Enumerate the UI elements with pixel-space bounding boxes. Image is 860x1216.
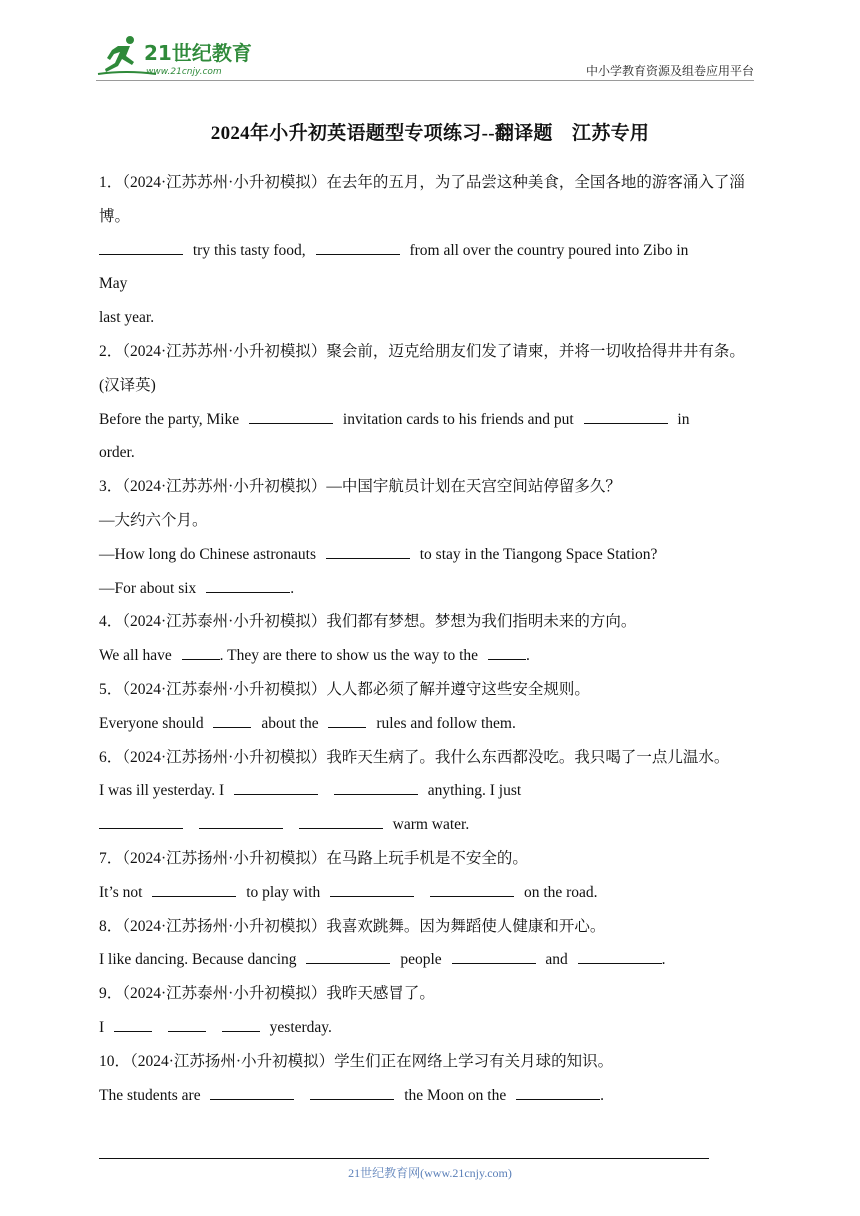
answer-blank[interactable] [430,880,514,897]
answer-text: people [400,951,442,969]
answer-blank[interactable] [488,643,526,660]
answer-text: from all over the country poured into Zibo in [409,241,689,259]
answer-text: . [290,579,295,597]
question-3-prompt: 3．（2024·江苏苏州·小升初模拟）—中国宇航员计划在天宫空间站停留多久？ [99,478,621,496]
answer-blank[interactable] [578,947,662,964]
answer-blank[interactable] [152,880,236,897]
question-9-answer-line [99,1011,763,1045]
answer-text: It’s not [99,883,143,901]
question-8-answer-line [99,943,763,977]
answer-text: The students are [99,1086,201,1104]
question-6-prompt: 6．（2024·江苏扬州·小升初模拟）我昨天生病了。我什么东西都没吃。我只喝了一点儿温水。 [99,748,730,766]
footer-link[interactable]: 21世纪教育网(www.21cnjy.com) [348,1166,512,1180]
question-4-answer-line [99,639,763,673]
question-6-answer-line [99,774,763,808]
header-divider [96,80,754,81]
question-7-prompt: 7．（2024·江苏扬州·小升初模拟）在马路上玩手机是不安全的。 [99,849,528,867]
answer-text: warm water. [392,816,470,834]
question-1-answer-line: May [99,275,128,293]
answer-text: I was ill yesterday. I [99,782,225,800]
answer-text: We all have [99,647,172,665]
answer-blank[interactable] [584,407,668,424]
answer-blank[interactable] [452,947,536,964]
answer-text: rules and follow them. [376,714,516,732]
answer-blank[interactable] [310,1083,394,1100]
question-2-answer-line: order. [99,444,135,462]
answer-blank[interactable] [234,778,318,795]
answer-blank[interactable] [516,1083,600,1100]
question-9-prompt: 9．（2024·江苏泰州·小升初模拟）我昨天感冒了。 [99,985,435,1003]
platform-slogan: 中小学教育资源及组卷应用平台 [585,64,754,78]
question-7-answer-line [99,876,763,910]
question-list [99,166,763,1112]
answer-blank[interactable] [114,1015,152,1032]
answer-blank[interactable] [213,711,251,728]
answer-text: about the [261,714,319,732]
answer-blank[interactable] [206,576,290,593]
answer-text: —How long do Chinese astronauts [99,545,316,563]
answer-blank[interactable] [316,238,400,255]
question-1-answer-line: last year. [99,309,155,327]
question-5-answer-line [99,707,763,741]
logo-text: 21世纪教育 [144,41,252,65]
question-10-prompt: 10．（2024·江苏扬州·小升初模拟）学生们正在网络上学习有关月球的知识。 [99,1052,614,1070]
answer-blank[interactable] [334,778,418,795]
answer-blank[interactable] [306,947,390,964]
question-1-prompt: 1．（2024·江苏苏州·小升初模拟）在去年的五月，为了品尝这种美食，全国各地的游客涌入了淄博。 [99,174,745,225]
answer-blank[interactable] [182,643,220,660]
answer-text: invitation cards to his friends and put [342,410,574,428]
question-8-prompt: 8．（2024·江苏扬州·小升初模拟）我喜欢跳舞。因为舞蹈使人健康和开心。 [99,917,606,935]
page-title: 2024年小升初英语题型专项练习--翻译题 江苏专用 [210,123,650,144]
answer-text: Before the party, Mike [99,410,240,428]
answer-text: anything. I just [427,782,522,800]
question-4-prompt: 4．（2024·江苏泰州·小升初模拟）我们都有梦想。梦想为我们指明未来的方向。 [99,613,637,631]
answer-text: I like dancing. Because dancing [99,951,297,969]
question-1-answer-line [99,234,763,268]
answer-blank[interactable] [299,812,383,829]
answer-text: try this tasty food, [192,241,306,259]
answer-text: to stay in the Tiangong Space Station? [419,545,658,563]
question-10-answer-line [99,1079,763,1113]
question-3-prompt: —大约六个月。 [99,511,208,529]
answer-text: on the road. [523,883,598,901]
answer-blank[interactable] [199,812,283,829]
answer-blank[interactable] [99,812,183,829]
answer-blank[interactable] [326,542,410,559]
site-logo [96,34,296,78]
answer-blank[interactable] [330,880,414,897]
question-5-prompt: 5．（2024·江苏泰州·小升初模拟）人人都必须了解并遵守这些安全规则。 [99,680,590,698]
answer-text: . [525,647,530,665]
answer-blank[interactable] [168,1015,206,1032]
question-3-answer-line [99,538,763,572]
answer-text: —For about six [99,579,197,597]
footer-divider [99,1158,709,1159]
answer-text: . [600,1086,604,1104]
answer-text: yesterday. [269,1018,332,1036]
question-2-answer-line [99,403,763,437]
question-2-prompt: 2．（2024·江苏苏州·小升初模拟）聚会前，迈克给朋友们发了请柬，并将一切收拾得井井有条。(汉译英) [99,342,745,394]
answer-blank[interactable] [99,238,183,255]
answer-text: and [545,951,568,969]
answer-blank[interactable] [210,1083,294,1100]
answer-text: the Moon on the [404,1086,507,1104]
answer-text: . [661,951,666,969]
answer-text: . They are there to show us the way to the [219,647,479,665]
question-3-answer-line [99,572,763,606]
answer-blank[interactable] [249,407,333,424]
answer-text: to play with [246,883,321,901]
answer-text: Everyone should [99,714,204,732]
answer-text: I [99,1018,105,1036]
answer-blank[interactable] [222,1015,260,1032]
answer-blank[interactable] [328,711,366,728]
logo-url: www.21cnjy.com [146,67,222,77]
answer-text: in [677,410,690,428]
question-6-answer-line [99,808,763,842]
